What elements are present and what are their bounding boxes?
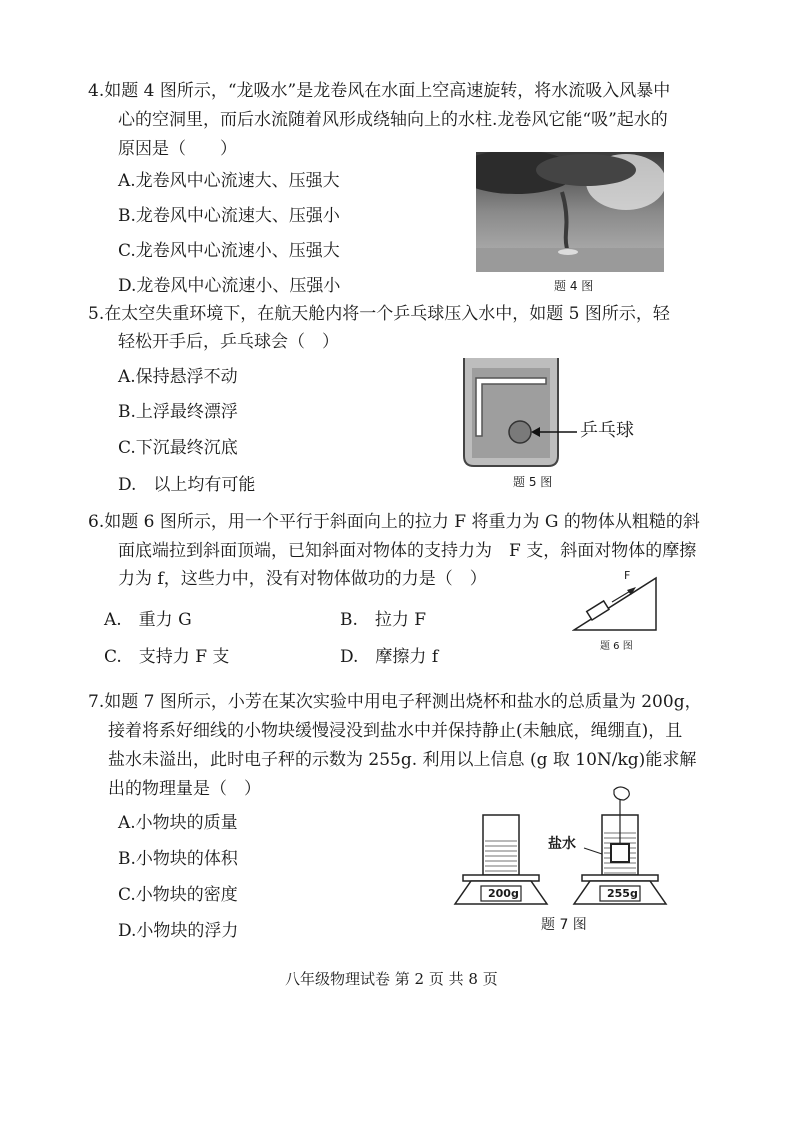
q4-option-a: A.龙卷风中心流速大、压强大 (118, 171, 340, 191)
q5-stem-line2: 轻松开手后，乒乓球会（ ） (118, 332, 339, 352)
force-label: F (624, 569, 631, 582)
q6-stem-line2: 面底端拉到斜面顶端，已知斜面对物体的支持力为 F 支，斜面对物体的摩擦 (118, 541, 697, 561)
q6-option-d: D. 摩擦力 f (340, 647, 439, 667)
q5-option-b: B.上浮最终漂浮 (118, 402, 238, 422)
q6-option-c: C. 支持力 F 支 (104, 647, 230, 667)
hand-icon (614, 787, 629, 800)
q6-figure-caption: 题 6 图 (600, 641, 633, 652)
ping-pong-label: 乒乓球 (580, 420, 634, 441)
page-footer: 八年级物理试卷 第 2 页 共 8 页 (285, 970, 498, 988)
q6-option-a: A. 重力 G (104, 610, 192, 630)
q7-stem-line1: 7.如题 7 图所示，小芳在某次实验中用电子秤测出烧杯和盐水的总质量为 200g， (88, 692, 702, 712)
scale-reading-after: 255g (607, 887, 638, 900)
q5-option-d: D. 以上均有可能 (118, 475, 256, 495)
q5-option-a: A.保持悬浮不动 (118, 367, 238, 387)
q4-figure-caption: 题 4 图 (554, 279, 594, 293)
incline-figure (572, 569, 668, 634)
q7-option-d: D.小物块的浮力 (118, 921, 239, 941)
q7-stem-line2: 接着将系好细线的小物块缓慢浸没到盐水中并保持静止(未触底，绳绷直)，且 (108, 721, 683, 741)
beaker-figure (462, 356, 562, 468)
ping-pong-ball (509, 421, 531, 443)
q6-option-b: B. 拉力 F (340, 610, 427, 630)
q4-option-b: B.龙卷风中心流速大、压强小 (118, 206, 340, 226)
q7-option-b: B.小物块的体积 (118, 849, 238, 869)
q4-stem-line1: 4.如题 4 图所示，“龙吸水”是龙卷风在水面上空高速旋转，将水流吸入风暴中 (88, 81, 671, 101)
q4-stem-line3: 原因是（ ） (118, 139, 237, 159)
q5-figure-caption: 题 5 图 (513, 475, 553, 489)
tornado-photo (476, 152, 664, 272)
q4-option-c: C.龙卷风中心流速小、压强大 (118, 241, 340, 261)
saltwater-label: 盐水 (548, 836, 576, 852)
arrow-icon (531, 425, 579, 439)
small-block (611, 844, 629, 862)
q7-stem-line3: 盐水未溢出，此时电子秤的示数为 255g. 利用以上信息 (g 取 10N/kg)能求解 (108, 750, 697, 770)
q7-figure-caption: 题 7 图 (541, 917, 587, 933)
q4-stem-line2: 心的空洞里，而后水流随着风形成绕轴向上的水柱.龙卷风它能“吸”起水的 (118, 110, 668, 130)
q7-option-c: C.小物块的密度 (118, 885, 238, 905)
q5-option-c: C.下沉最终沉底 (118, 438, 238, 458)
q7-option-a: A.小物块的质量 (118, 813, 238, 833)
q7-stem-line4: 出的物理量是（ ） (108, 779, 261, 799)
q6-stem-line1: 6.如题 6 图所示，用一个平行于斜面向上的拉力 F 将重力为 G 的物体从粗糙的斜 (88, 512, 700, 532)
q6-stem-line3: 力为 f，这些力中，没有对物体做功的力是（ ） (118, 569, 487, 589)
block (587, 601, 609, 620)
scale-reading-before: 200g (488, 887, 519, 900)
q4-option-d: D.龙卷风中心流速小、压强小 (118, 276, 341, 296)
q5-stem-line1: 5.在太空失重环境下，在航天舱内将一个乒乓球压入水中，如题 5 图所示，轻 (88, 304, 670, 324)
